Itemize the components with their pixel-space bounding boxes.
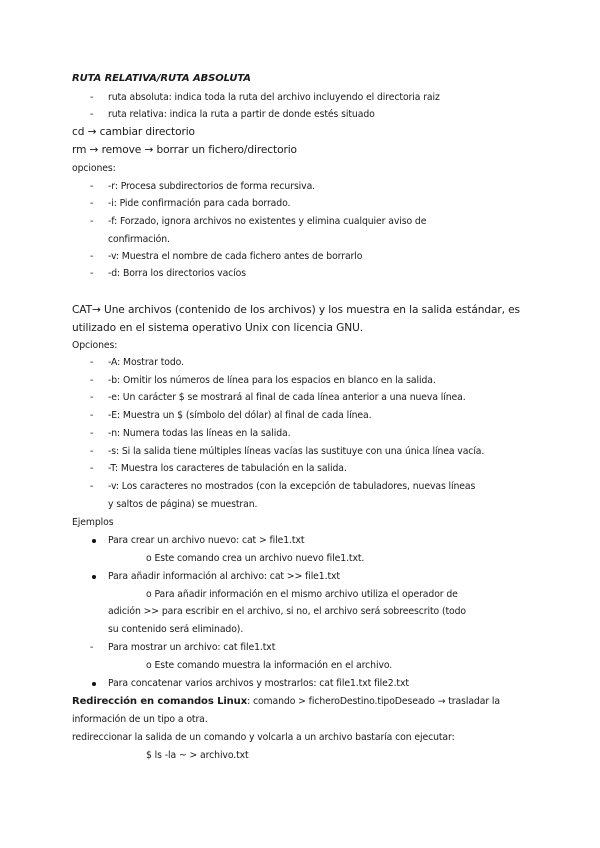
dash-marker: - [90, 392, 94, 403]
cat-option: -A: Mostrar todo. [108, 357, 184, 368]
bullet-icon [92, 575, 96, 579]
redirection-command: $ ls -la ~ > archivo.txt [146, 750, 249, 761]
rm-option-continuation: confirmación. [108, 234, 170, 245]
opciones-label: opciones: [72, 163, 116, 174]
dash-marker: - [90, 109, 94, 120]
cat-option-continuation: y saltos de página) se muestran. [108, 499, 258, 510]
dash-marker: - [90, 198, 94, 209]
redirection-text: : comando > ficheroDestino.tipoDeseado → trasladar la [247, 696, 500, 707]
redirection-line-2: información de un tipo a otra. [72, 714, 208, 725]
redirection-heading: Redirección en comandos Linux [72, 696, 248, 707]
opciones-label-2: Opciones: [72, 340, 118, 351]
dash-marker: - [90, 642, 94, 653]
cat-option: -e: Un carácter $ se mostrará al final de cada línea anterior a una nueva línea. [108, 392, 466, 403]
dash-marker: - [90, 216, 94, 227]
rm-option: -d: Borra los directorios vacíos [108, 268, 246, 279]
ruta-item: ruta absoluta: indica toda la ruta del archivo incluyendo el directoria raiz [108, 92, 440, 103]
dash-marker: - [90, 251, 94, 262]
dash-marker: - [90, 181, 94, 192]
cat-option: -E: Muestra un $ (símbolo del dólar) al final de cada línea. [108, 410, 372, 421]
cat-description-cont: utilizado en el sistema operativo Unix con licencia GNU. [72, 322, 364, 334]
dash-marker: - [90, 481, 94, 492]
redirection-line [72, 696, 500, 707]
cd-line: cd → cambiar directorio [72, 126, 195, 138]
dash-marker: - [90, 268, 94, 279]
example-item: Para añadir información al archivo: cat >> file1.txt [108, 571, 340, 582]
ruta-item: ruta relativa: indica la ruta a partir de donde estés situado [108, 109, 375, 120]
example-item: Para concatenar varios archivos y mostrarlos: cat file1.txt file2.txt [108, 678, 409, 689]
dash-marker: - [90, 446, 94, 457]
bullet-icon [92, 539, 96, 543]
example-item: Para crear un archivo nuevo: cat > file1.txt [108, 535, 305, 546]
cat-option: -v: Los caracteres no mostrados (con la excepción de tabuladores, nuevas líneas [108, 481, 476, 492]
redirection-line-3: redireccionar la salida de un comando y volcarla a un archivo bastaría con ejecutar: [72, 732, 455, 743]
cat-option: -s: Si la salida tiene múltiples líneas vacías las sustituye con una única línea vacía. [108, 446, 485, 457]
rm-option: -v: Muestra el nombre de cada fichero antes de borrarlo [108, 251, 363, 262]
dash-marker: - [90, 357, 94, 368]
ejemplos-label: Ejemplos [72, 517, 114, 528]
example-subitem-cont: adición >> para escribir en el archivo, si no, el archivo será sobreescrito (todo [108, 606, 466, 617]
example-subitem: o Este comando crea un archivo nuevo file1.txt. [146, 553, 365, 564]
bullet-icon [92, 682, 96, 686]
example-subitem: o Este comando muestra la información en el archivo. [146, 660, 393, 671]
example-subitem: o Para añadir información en el mismo archivo utiliza el operador de [146, 589, 458, 600]
cat-option: -n: Numera todas las líneas en la salida. [108, 428, 291, 439]
rm-option: -f: Forzado, ignora archivos no existentes y elimina cualquier aviso de [108, 216, 427, 227]
dash-marker: - [90, 463, 94, 474]
dash-marker: - [90, 375, 94, 386]
dash-marker: - [90, 428, 94, 439]
dash-marker: - [90, 410, 94, 421]
example-subitem-cont: su contenido será eliminado). [108, 624, 244, 635]
example-item: Para mostrar un archivo: cat file1.txt [108, 642, 276, 653]
cat-option: -b: Omitir los números de línea para los espacios en blanco en la salida. [108, 375, 436, 386]
cat-description: CAT→ Une archivos (contenido de los archivos) y los muestra en la salida estándar, es [72, 304, 520, 316]
rm-option: -i: Pide confirmación para cada borrado. [108, 198, 291, 209]
rm-option: -r: Procesa subdirectorios de forma recursiva. [108, 181, 316, 192]
section-title: RUTA RELATIVA/RUTA ABSOLUTA [72, 73, 251, 84]
rm-line: rm → remove → borrar un fichero/directorio [72, 144, 297, 156]
dash-marker: - [90, 92, 94, 103]
cat-option: -T: Muestra los caracteres de tabulación en la salida. [108, 463, 347, 474]
